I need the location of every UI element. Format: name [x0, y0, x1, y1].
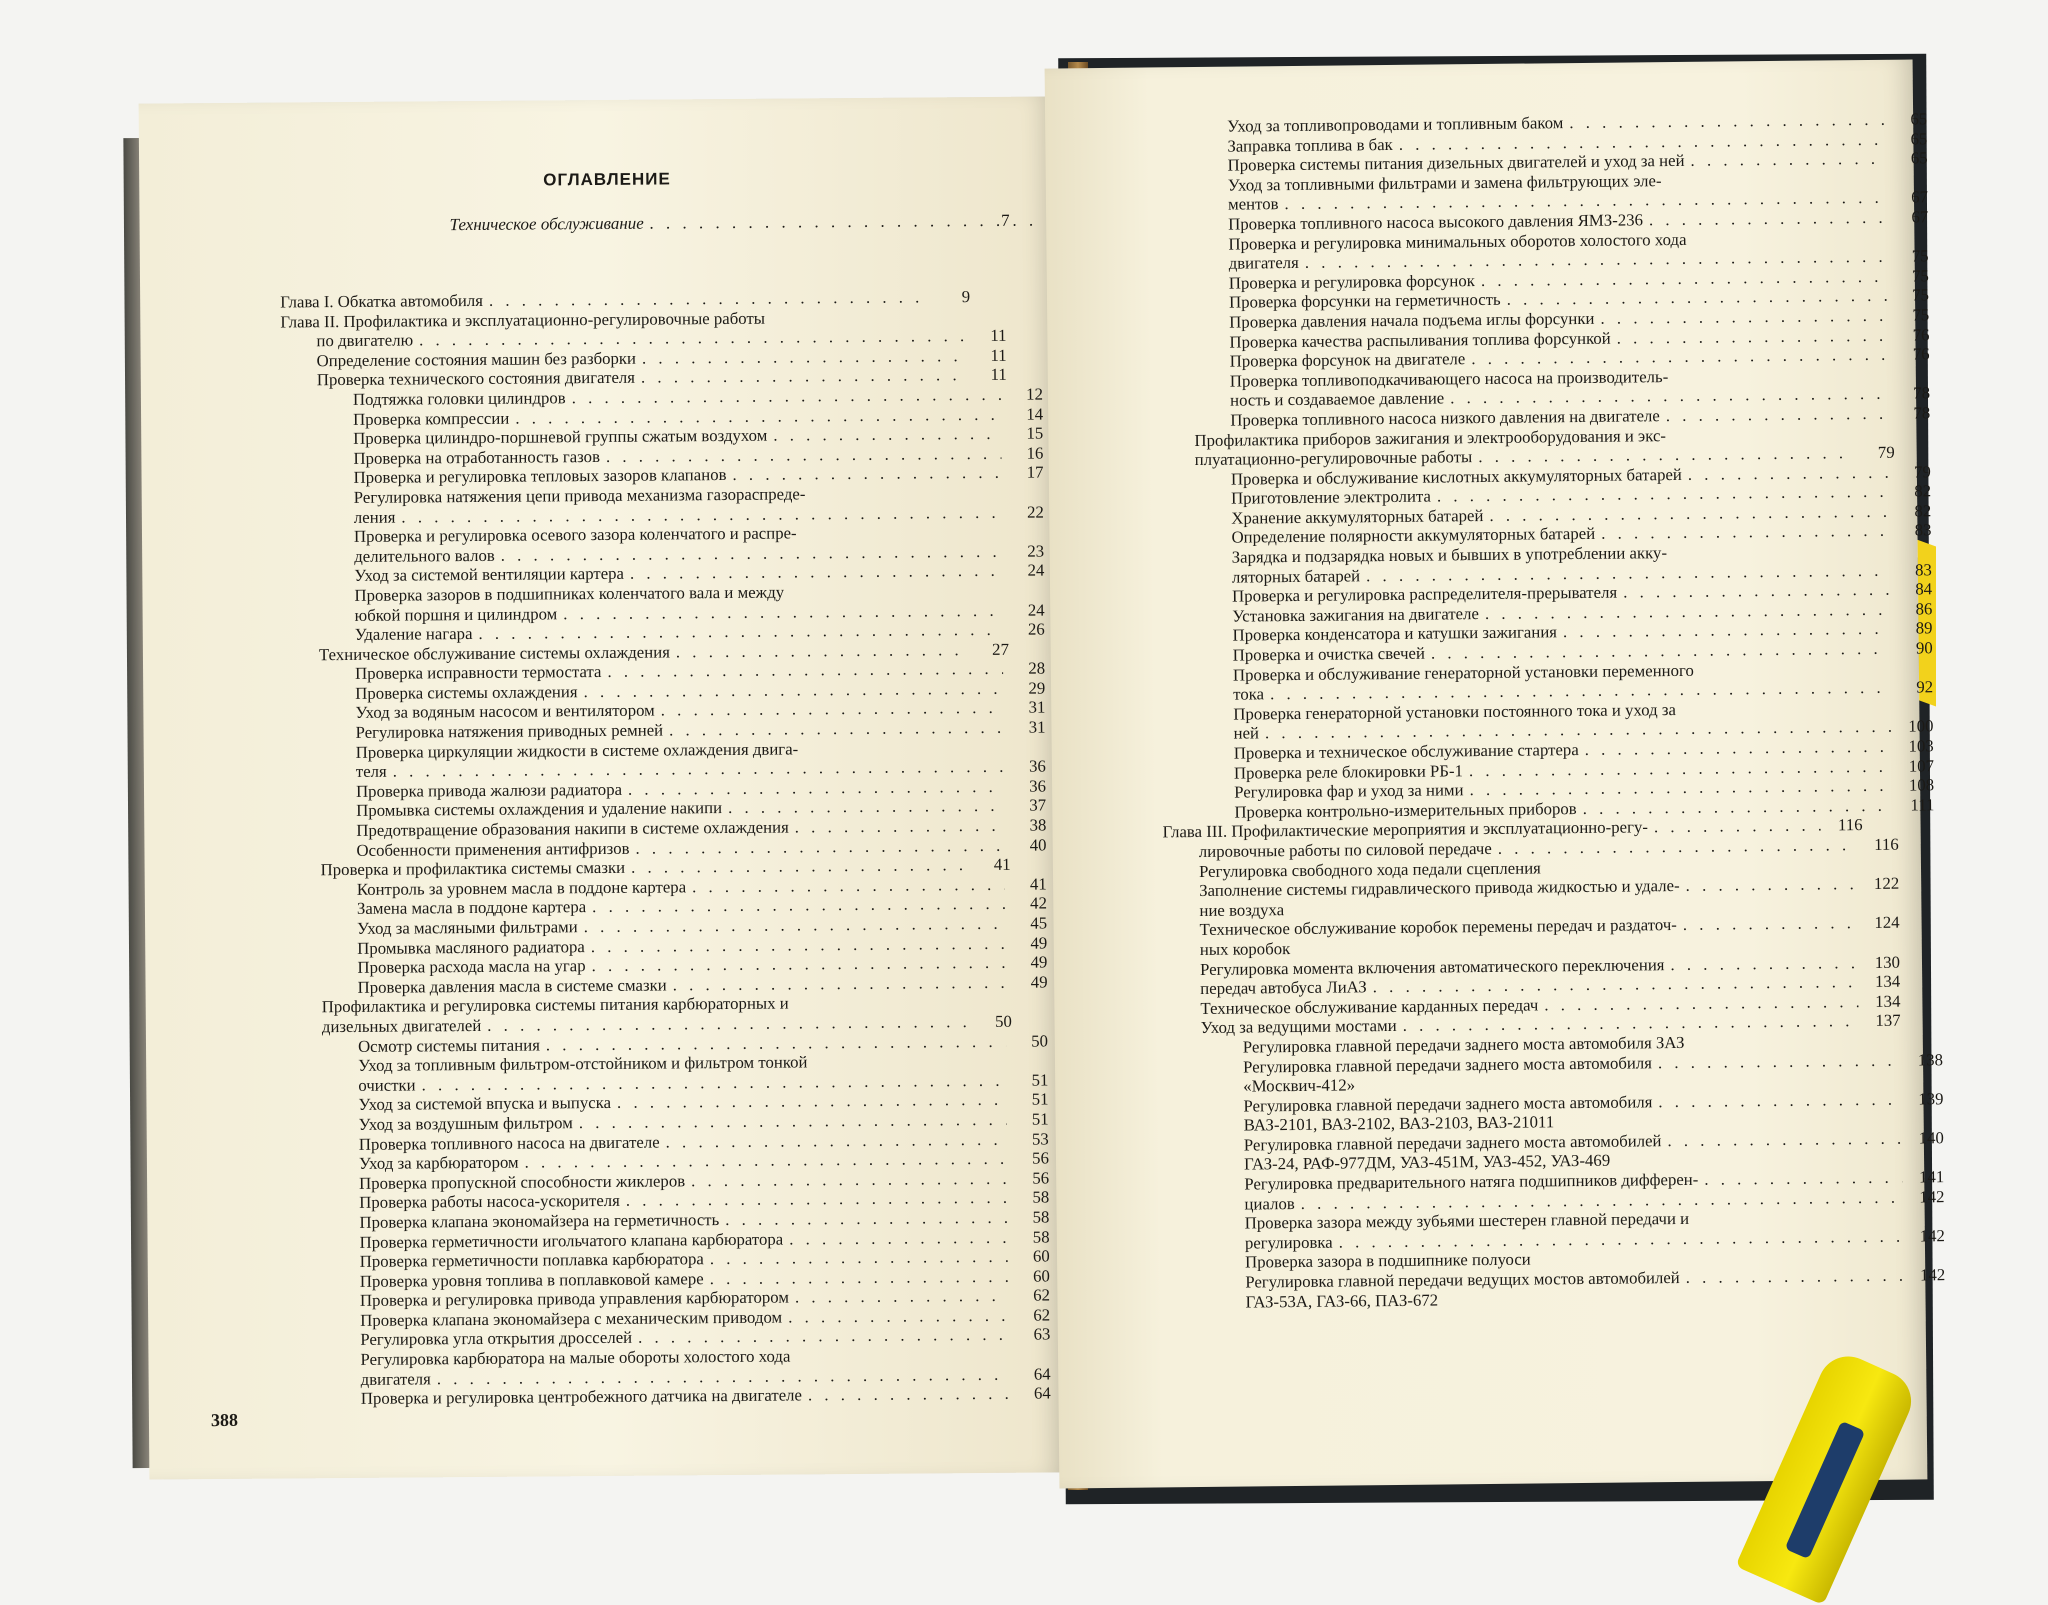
toc-entry-title: Регулировка главной передачи заднего моста автомобиля . . . — [1243, 1089, 1901, 1115]
toc-entry-title: ментов . . . — [1228, 188, 1886, 214]
toc-entry-page: 58 — [1007, 1207, 1049, 1227]
toc-entry-title: Промывка масляного радиатора . . . — [357, 933, 1005, 958]
toc-entry-title: Проверка контрольно-измерительных приборов . . . — [1234, 796, 1892, 822]
toc-entry-title: Профилактика и регулировка системы питания карбюраторных и — [322, 992, 970, 1017]
toc-entry-title: плуатационно-регулировочные работы . . . — [1195, 443, 1853, 469]
toc-entry-title: Техническое обслуживание карданных передач . . . — [1200, 992, 1858, 1018]
toc-entry-title: лировочные работы по силовой передаче . . . — [1199, 835, 1857, 861]
toc-entry-page: 62 — [1008, 1305, 1050, 1325]
toc-entry-title: Регулировка главной передачи ведущих мостов автомобилей . . . — [1245, 1266, 1903, 1292]
toc-entry-title: Проверка и обслуживание генераторной установки переменного — [1233, 658, 1891, 684]
toc-entry-title: Уход за топливным фильтром-отстойником и фильтром тонкой — [358, 1051, 1006, 1076]
toc-entry-title: ляторных батарей . . . — [1232, 560, 1890, 586]
toc-entry-page: 53 — [1007, 1129, 1049, 1149]
toc-entry-page: 23 — [1002, 541, 1044, 561]
toc-entry-page: 124 — [1857, 913, 1899, 933]
toc-entry-page: 31 — [1003, 718, 1045, 738]
toc-entry-page: 84 — [1890, 580, 1932, 600]
toc-entry-title: Регулировка натяжения цепи привода механизма газораспреде- — [354, 483, 1002, 508]
toc-entry-page: 139 — [1901, 1089, 1943, 1109]
toc-entry-title: Уход за водяным насосом и вентилятором . . . — [355, 698, 1003, 723]
toc-entry-title: Глава I. Обкатка автомобиля . . . — [280, 287, 928, 312]
toc-entries-right — [1155, 110, 1867, 1312]
toc-entry-title: Проверка топливного насоса на двигателе . . . — [359, 1129, 1007, 1154]
toc-entry-title: Установка зажигания на двигателе . . . — [1232, 600, 1890, 626]
toc-entry-page: 76 — [1887, 325, 1929, 345]
toc-entry-page: 28 — [1003, 659, 1045, 679]
toc-entry-page: 79 — [1853, 443, 1895, 463]
toc-heading: ОГЛАВЛЕНИЕ — [543, 169, 671, 190]
toc-entry-title: «Москвич-412» — [1243, 1070, 1901, 1096]
toc-entry-title: Проверка форсунок на двигателе . . . — [1230, 345, 1888, 371]
toc-entry-title: Проверка и регулировка тепловых зазоров клапанов . . . — [353, 463, 1001, 488]
toc-entry-title: Проверка и регулировка минимальных оборотов холостого хода — [1228, 227, 1886, 253]
toc-entry-title: Заполнение системы гидравлического привода жидкостью и удале- . . . — [1199, 874, 1857, 900]
toc-entry-title: Проверка реле блокировки РБ-1 . . . — [1234, 756, 1892, 782]
toc-entry-title: Проверка пропускной способности жиклеров . . . — [359, 1169, 1007, 1194]
toc-entry-page: 78 — [1888, 384, 1930, 404]
toc-entry-page: 134 — [1858, 991, 1900, 1011]
toc-entry-page: 142 — [1903, 1226, 1945, 1246]
toc-entry-title: Проверка и регулировка форсунок . . . — [1229, 267, 1887, 293]
toc-entry-title: Проверка генераторной установки постоянного тока и уход за — [1233, 698, 1891, 724]
toc-entry-page: 11 — [964, 326, 1006, 346]
toc-entry-title: Уход за ведущими мостами . . . — [1201, 1011, 1859, 1037]
toc-entry-page: 15 — [1001, 424, 1043, 444]
toc-entry-title: юбкой поршня и цилиндром . . . — [355, 600, 1003, 625]
toc-entry-page: 64 — [1009, 1364, 1051, 1384]
toc-entry-title: двигателя . . . — [1229, 247, 1887, 273]
toc-entry-page: 82 — [1889, 501, 1931, 521]
toc-entry-title: ных коробок — [1200, 933, 1858, 959]
toc-entry-title: Проверка и техническое обслуживание стартера . . . — [1234, 737, 1892, 763]
toc-entry-title: Проверка конденсатора и катушки зажигания . . . — [1232, 619, 1890, 645]
toc-entry-page: 142 — [1902, 1187, 1944, 1207]
toc-entry-page: 9 — [928, 287, 970, 307]
toc-entry-title: Проверка форсунки на герметичность . . . — [1229, 286, 1887, 312]
toc-entry-title: Уход за системой впуска и выпуска . . . — [358, 1090, 1006, 1115]
toc-entry-title: ГАЗ-24, РАФ-977ДМ, УАЗ-451М, УАЗ-452, УАЗ-469 — [1244, 1148, 1902, 1174]
toc-entry-page: 122 — [1857, 874, 1899, 894]
toc-entry-page: 103 — [1892, 736, 1934, 756]
toc-entry-title: Проверка и очистка свечей . . . — [1233, 639, 1891, 665]
toc-entry-title: Проверка и регулировка осевого зазора коленчатого и распре- — [354, 522, 1002, 547]
toc-entry-title: Проверка и регулировка центробежного датчика на двигателе . . . — [361, 1384, 1009, 1409]
toc-entry-title: Определение полярности аккумуляторных батарей . . . — [1231, 521, 1889, 547]
toc-entry-page: 67 — [1886, 207, 1928, 227]
toc-entry-title: Проверка системы питания дизельных двигателей и уход за ней . . . — [1228, 149, 1886, 175]
section-page: 7 — [979, 211, 1009, 231]
toc-entry-title: Регулировка натяжения приводных ремней . . . — [355, 718, 1003, 743]
toc-entry-page: 40 — [1004, 835, 1046, 855]
toc-entry-page: 51 — [1006, 1070, 1048, 1090]
toc-entry-title: Проверка топливоподкачивающего насоса на производитель- — [1230, 364, 1888, 390]
toc-entry-title: Проверка клапана экономайзера на герметичность . . . — [359, 1208, 1007, 1233]
toc-entry-title: Проверка герметичности игольчатого клапана карбюратора . . . — [359, 1227, 1007, 1252]
toc-entry-page: 12 — [1001, 384, 1043, 404]
toc-entry-title: Уход за системой вентиляции картера . . . — [354, 561, 1002, 586]
toc-entry-title: Регулировка момента включения автоматического переключения . . . — [1200, 953, 1858, 979]
toc-entry-page: 62 — [1008, 1286, 1050, 1306]
toc-entry-title: Техническое обслуживание коробок перемены передач и раздаточ- . . . — [1200, 913, 1858, 939]
toc-entry-title: Проверка зазора между зубьями шестерен главной передачи и — [1245, 1207, 1903, 1233]
toc-entry-page: 67 — [1886, 188, 1928, 208]
toc-entry-page: 75 — [1887, 266, 1929, 286]
toc-entry-page: 45 — [1005, 913, 1047, 933]
toc-entry-title: делительного валов . . . — [354, 542, 1002, 567]
toc-entry-page: 24 — [1003, 600, 1045, 620]
toc-entry-page: 108 — [1892, 775, 1934, 795]
toc-entry-title: дизельных двигателей . . . — [322, 1012, 970, 1037]
toc-entry-title: очистки . . . — [358, 1071, 1006, 1096]
toc-entry-title: Регулировка фар и уход за ними . . . — [1234, 776, 1892, 802]
toc-entry-page: 37 — [1004, 796, 1046, 816]
toc-entry-title: ней . . . — [1233, 717, 1891, 743]
toc-entry-page: 49 — [1005, 972, 1047, 992]
toc-entry-page: 29 — [1003, 678, 1045, 698]
toc-entry-page: 86 — [1890, 599, 1932, 619]
toc-entry-title: Проверка и регулировка привода управления карбюратором . . . — [360, 1286, 1008, 1311]
toc-entry-page: 79 — [1889, 462, 1931, 482]
toc-entry-title: Техническое обслуживание системы охлаждения . . . — [319, 640, 967, 665]
toc-entry-page: 26 — [1003, 620, 1045, 640]
toc-entry-title: двигателя . . . — [361, 1364, 1009, 1389]
toc-entry-page: 11 — [965, 346, 1007, 366]
section-title: Техническое обслуживание . . . — [449, 211, 979, 235]
page-number-left: 388 — [211, 1410, 238, 1431]
toc-entry-title: Осмотр системы питания . . . — [358, 1031, 1006, 1056]
toc-entry-title: Проверка давления начала подъема иглы форсунки . . . — [1229, 306, 1887, 332]
toc-entry-title: теля . . . — [356, 757, 1004, 782]
toc-entry-page: 58 — [1007, 1227, 1049, 1247]
toc-entry-page: 83 — [1890, 560, 1932, 580]
toc-entry-title: Проверка зазоров в подшипниках коленчатого вала и между — [354, 581, 1002, 606]
toc-entry-page: 56 — [1007, 1149, 1049, 1169]
toc-right — [1045, 109, 1913, 118]
toc-entry-title: ВАЗ-2101, ВАЗ-2102, ВАЗ-2103, ВАЗ-21011 — [1244, 1109, 1902, 1135]
toc-entry-title: Контроль за уровнем масла в поддоне картера . . . — [357, 875, 1005, 900]
toc-entry-title: Особенности применения антифризов . . . — [356, 835, 1004, 860]
toc-entry-page: 90 — [1891, 638, 1933, 658]
toc-entry-page: 49 — [1005, 933, 1047, 953]
toc-entry-page: 75 — [1887, 286, 1929, 306]
toc-entry-page: 58 — [1007, 1188, 1049, 1208]
toc-entry-title: Уход за топливопроводами и топливным баком . . . — [1227, 110, 1885, 136]
toc-entry-title: Уход за воздушным фильтром . . . — [359, 1110, 1007, 1135]
toc-entry-page: 64 — [1009, 1384, 1051, 1404]
toc-entry-page: 38 — [1004, 816, 1046, 836]
toc-entry-page: 107 — [1892, 756, 1934, 776]
toc-entry-title: Проверка привода жалюзи радиатора . . . — [356, 777, 1004, 802]
toc-entry-page: 138 — [1901, 1050, 1943, 1070]
toc-entry-title: Уход за топливными фильтрами и замена фильтрующих эле- — [1228, 169, 1886, 195]
toc-entry-title: Удаление нагара . . . — [355, 620, 1003, 645]
toc-entry-title: Хранение аккумуляторных батарей . . . — [1231, 502, 1889, 528]
toc-entry-page: 65 — [1885, 109, 1927, 129]
left-page — [139, 96, 1062, 1479]
toc-entry-title: Зарядка и подзарядка новых и бывших в употреблении акку- — [1232, 541, 1890, 567]
toc-entry-title: Регулировка главной передачи заднего моста автомобилей . . . — [1244, 1129, 1902, 1155]
toc-entry-page: 137 — [1859, 1011, 1901, 1031]
toc-entry-title: Регулировка предварительного натяга подшипников дифферен- . . . — [1244, 1168, 1902, 1194]
toc-entry-page: 22 — [1002, 502, 1044, 522]
toc-entry-title: Подтяжка головки цилиндров . . . — [353, 385, 1001, 410]
toc-entry-title: Уход за масляными фильтрами . . . — [357, 914, 1005, 939]
toc-entry-page: 50 — [1006, 1031, 1048, 1051]
toc-entry-page: 134 — [1858, 972, 1900, 992]
toc-entry-page: 92 — [1891, 678, 1933, 698]
toc-entry-title: Проверка качества распыливания топлива форсункой . . . — [1229, 325, 1887, 351]
toc-entry-title: Регулировка главной передачи заднего моста автомобиля ЗАЗ — [1243, 1031, 1901, 1057]
toc-entry-page: 41 — [969, 855, 1011, 875]
toc-entry-title: ГАЗ-53А, ГАЗ-66, ПАЗ-672 — [1245, 1285, 1903, 1311]
toc-entry-title: Промывка системы охлаждения и удаление накипи . . . — [356, 796, 1004, 821]
toc-entry-title: Глава II. Профилактика и эксплуатационно-регулировочные работы — [280, 307, 928, 332]
toc-entry-page: 36 — [1004, 757, 1046, 777]
toc-entry-page: 51 — [1006, 1090, 1048, 1110]
toc-entry-page: 41 — [1005, 874, 1047, 894]
toc-entry-page: 116 — [1820, 815, 1862, 835]
toc-entry-page: 75 — [1887, 246, 1929, 266]
toc-entry-title: тока . . . — [1233, 678, 1891, 704]
toc-entry-title: Профилактика приборов зажигания и электрооборудования и экс- — [1194, 424, 1852, 450]
toc-entry-page: 76 — [1888, 344, 1930, 364]
toc-entry-title: Проверка исправности термостата . . . — [355, 659, 1003, 684]
toc-entry-page: 111 — [1892, 795, 1934, 815]
toc-entry-page: 130 — [1858, 952, 1900, 972]
toc-entry-page: 75 — [1887, 305, 1929, 325]
toc-entry-page: 116 — [1857, 835, 1899, 855]
toc-entry-title: Предотвращение образования накипи в системе охлаждения . . . — [356, 816, 1004, 841]
toc-entry-title: Проверка и обслуживание кислотных аккумуляторных батарей . . . — [1231, 462, 1889, 488]
toc-entry-title: Проверка уровня топлива в поплавковой камере . . . — [360, 1266, 1008, 1291]
toc-entry-title: Проверка и регулировка распределителя-прерывателя . . . — [1232, 580, 1890, 606]
toc-entry-title: по двигателю . . . — [316, 326, 964, 351]
toc-entry-title: Проверка топливного насоса низкого давления на двигателе . . . — [1230, 404, 1888, 430]
toc-entry-title: регулировка . . . — [1245, 1227, 1903, 1253]
toc-entry-title: Регулировка угла открытия дросселей . . . — [360, 1325, 1008, 1350]
toc-entry-page: 78 — [1888, 403, 1930, 423]
toc-entry-page: 17 — [1001, 463, 1043, 483]
toc-entry-page: 24 — [1002, 561, 1044, 581]
toc-entry-page: 16 — [1001, 443, 1043, 463]
toc-entry-page: 65 — [1885, 149, 1927, 169]
section-heading — [449, 211, 1009, 235]
toc-entry-title: Проверка зазора в подшипнике полуоси — [1245, 1246, 1903, 1272]
toc-entry-title: циалов . . . — [1244, 1187, 1902, 1213]
toc-entry-title: Проверка клапана экономайзера с механическим приводом . . . — [360, 1306, 1008, 1331]
toc-entry-page: 49 — [1005, 953, 1047, 973]
toc-entry-page: 31 — [1003, 698, 1045, 718]
toc-entry-page: 63 — [1008, 1325, 1050, 1345]
toc-entry-title: Проверка и профилактика системы смазки . . . — [321, 855, 969, 880]
toc-entry-page: 50 — [970, 1012, 1012, 1032]
toc-entry-title: Проверка технического состояния двигателя . . . — [317, 365, 965, 390]
toc-entry-title: Проверка компрессии . . . — [353, 404, 1001, 429]
toc-entry-title: передач автобуса ЛиАЗ . . . — [1200, 972, 1858, 998]
toc-entry-title: Приготовление электролита . . . — [1231, 482, 1889, 508]
toc-entry-title: ность и создаваемое давление . . . — [1230, 384, 1888, 410]
toc-entry-page: 11 — [965, 365, 1007, 385]
toc-entry-page: 65 — [1885, 129, 1927, 149]
toc-entry-page: 60 — [1008, 1247, 1050, 1267]
toc-entry-title: Проверка цилиндро-поршневой группы сжатым воздухом . . . — [353, 424, 1001, 449]
toc-entry-title: Глава III. Профилактические мероприятия и эксплуатационно-регу- . . . — [1162, 816, 1820, 842]
toc-entry-title: Регулировка карбюратора на малые обороты холостого хода — [360, 1345, 1008, 1370]
toc-entry-title: ние воздуха — [1199, 894, 1857, 920]
toc-entry-page: 36 — [1004, 776, 1046, 796]
toc-entry-page: 51 — [1007, 1109, 1049, 1129]
toc-entry-page: 141 — [1902, 1167, 1944, 1187]
toc-entry-page: 100 — [1891, 717, 1933, 737]
toc-entry-title: Регулировка свободного хода педали сцепления — [1199, 855, 1857, 881]
toc-entries-left — [280, 286, 1119, 1409]
toc-entry-page: 89 — [1890, 619, 1932, 639]
toc-entry-page: 82 — [1889, 482, 1931, 502]
toc-entry-title: ления . . . — [354, 502, 1002, 527]
toc-entry-page: 83 — [1889, 521, 1931, 541]
toc-entry-page: 42 — [1005, 894, 1047, 914]
toc-entry-title: Проверка топливного насоса высокого давления ЯМЗ-236 . . . — [1228, 208, 1886, 234]
toc-entry-page: 142 — [1903, 1265, 1945, 1285]
toc-entry-page: 56 — [1007, 1168, 1049, 1188]
toc-entry-title: Проверка работы насоса-ускорителя . . . — [359, 1188, 1007, 1213]
toc-entry-title: Замена масла в поддоне картера . . . — [357, 894, 1005, 919]
toc-entry-page: 60 — [1008, 1266, 1050, 1286]
toc-entry-title: Проверка расхода масла на угар . . . — [357, 953, 1005, 978]
toc-entry-title: Проверка циркуляции жидкости в системе охлаждения двига- — [356, 737, 1004, 762]
toc-entry-page: 14 — [1001, 404, 1043, 424]
toc-entry-title: Уход за карбюратором . . . — [359, 1149, 1007, 1174]
toc-entry-title: Проверка системы охлаждения . . . — [355, 679, 1003, 704]
toc-entry-title: Проверка давления масла в системе смазки . . . — [357, 973, 1005, 998]
toc-entry-page: 27 — [967, 639, 1009, 659]
toc-entry-title: Проверка герметичности поплавка карбюратора . . . — [360, 1247, 1008, 1272]
toc-entry-title: Заправка топлива в бак . . . — [1227, 129, 1885, 155]
right-page — [1045, 59, 1928, 1488]
toc-entry-page: 140 — [1902, 1128, 1944, 1148]
toc-entry-title: Проверка на отработанность газов . . . — [353, 444, 1001, 469]
toc-entry-title: Регулировка главной передачи заднего моста автомобиля . . . — [1243, 1050, 1901, 1076]
toc-entry-title: Определение состояния машин без разборки . . . — [317, 346, 965, 371]
